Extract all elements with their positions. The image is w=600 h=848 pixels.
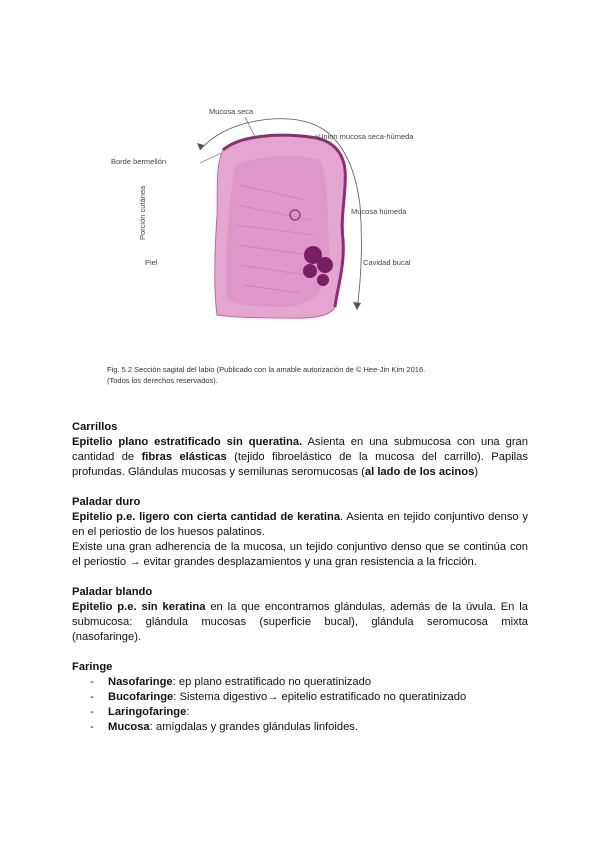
desc-laringofaringe: :: [186, 706, 190, 718]
leader-borde: [200, 153, 221, 163]
list-dash: -: [90, 721, 94, 733]
leader-mucosa-seca: [245, 117, 255, 137]
histology-figure: [105, 95, 505, 395]
caption-line-1: Fig. 5.2 Sección sagital del labio (Publicado con la amable autorización de © Hee-Jin Kim 2016.: [107, 365, 426, 374]
text-blando-1: en la que encontramos glándulas, además de la úvula. En la submucosa: glándula mucosas (superficie bucal), glándula seromucosa mixta (nasofaringe).: [72, 601, 528, 643]
bold-epitelio-blando: Epitelio p.e. sin keratina: [72, 601, 206, 613]
heading-paladar-duro: Paladar duro: [72, 496, 141, 508]
term-nasofaringe: Nasofaringe: [108, 676, 173, 688]
label-mucosa-seca: Mucosa seca: [209, 107, 254, 116]
label-mucosa-humeda: Mucosa húmeda: [351, 207, 407, 216]
document-body: [72, 420, 528, 750]
paragraph-paladar-duro-1: [72, 510, 528, 540]
section-paladar-duro: [72, 495, 528, 570]
list-item: [72, 720, 528, 735]
list-dash: -: [90, 691, 94, 703]
caption-line-2: (Todos los derechos reservados).: [107, 376, 218, 385]
label-borde-bermellon: Borde bermellón: [111, 157, 167, 166]
text-carrillos-1: Asienta en una submucosa con una gran cantidad de: [72, 436, 528, 463]
arrow-head-bottom: [353, 302, 361, 310]
bold-fibras: fibras elásticas: [141, 451, 227, 463]
desc-bucofaringe: : Sistema digestivo→ epitelio estratificado no queratinizado: [173, 691, 467, 703]
bold-epitelio-duro: Epitelio p.e. ligero con cierta cantidad de keratina: [72, 511, 341, 523]
desc-nasofaringe: : ep plano estratificado no queratinizado: [172, 676, 372, 688]
list-dash: -: [90, 706, 94, 718]
heading-carrillos: Carrillos: [72, 421, 118, 433]
bold-acinos: al lado de los acinos: [364, 466, 475, 478]
list-item: [72, 675, 528, 690]
paragraph-paladar-duro-2: Existe una gran adherencia de la mucosa, un tejido conjuntivo denso que se continúa con el periostio → evitar grandes desplazamientos y una gran resistencia a la fricción.: [72, 541, 528, 568]
label-union: Union mucosa seca-húmeda: [318, 132, 414, 141]
section-paladar-blando: [72, 585, 528, 645]
paragraph-paladar-blando: [72, 600, 528, 645]
text-carrillos-2: (tejido fibroelástico de la mucosa del carrillo). Papilas profundas. Glándulas mucosas y semilunas seromucosas (: [72, 451, 528, 478]
section-faringe: [72, 660, 528, 735]
term-mucosa: Mucosa: [108, 721, 150, 733]
text-duro-1: . Asienta en tejido conjuntivo denso y en el periostio de los huesos palatinos.: [72, 511, 528, 538]
list-dash: -: [90, 676, 94, 688]
paragraph-carrillos: [72, 435, 528, 480]
list-item: [72, 705, 528, 720]
faringe-list: [72, 675, 528, 735]
figure-caption: [107, 364, 487, 386]
lip-section-image: [105, 95, 505, 395]
term-bucofaringe: Bucofaringe: [108, 691, 174, 703]
label-porcion-cutanea: Porción cutánea: [138, 185, 147, 240]
tissue-texture: [226, 156, 330, 307]
text-carrillos-3: ): [474, 466, 479, 478]
desc-mucosa: : amígdalas y grandes glándulas linfoides.: [149, 721, 358, 733]
heading-faringe: Faringe: [72, 661, 113, 673]
term-laringofaringe: Laringofaringe: [108, 706, 187, 718]
heading-paladar-blando: Paladar blando: [72, 586, 153, 598]
label-piel: Piel: [145, 258, 158, 267]
bold-epitelio-carrillos: Epitelio plano estratificado sin queratina.: [72, 436, 303, 448]
list-item: [72, 690, 528, 705]
label-cavidad-bucal: Cavidad bucal: [363, 258, 411, 267]
section-carrillos: [72, 420, 528, 480]
